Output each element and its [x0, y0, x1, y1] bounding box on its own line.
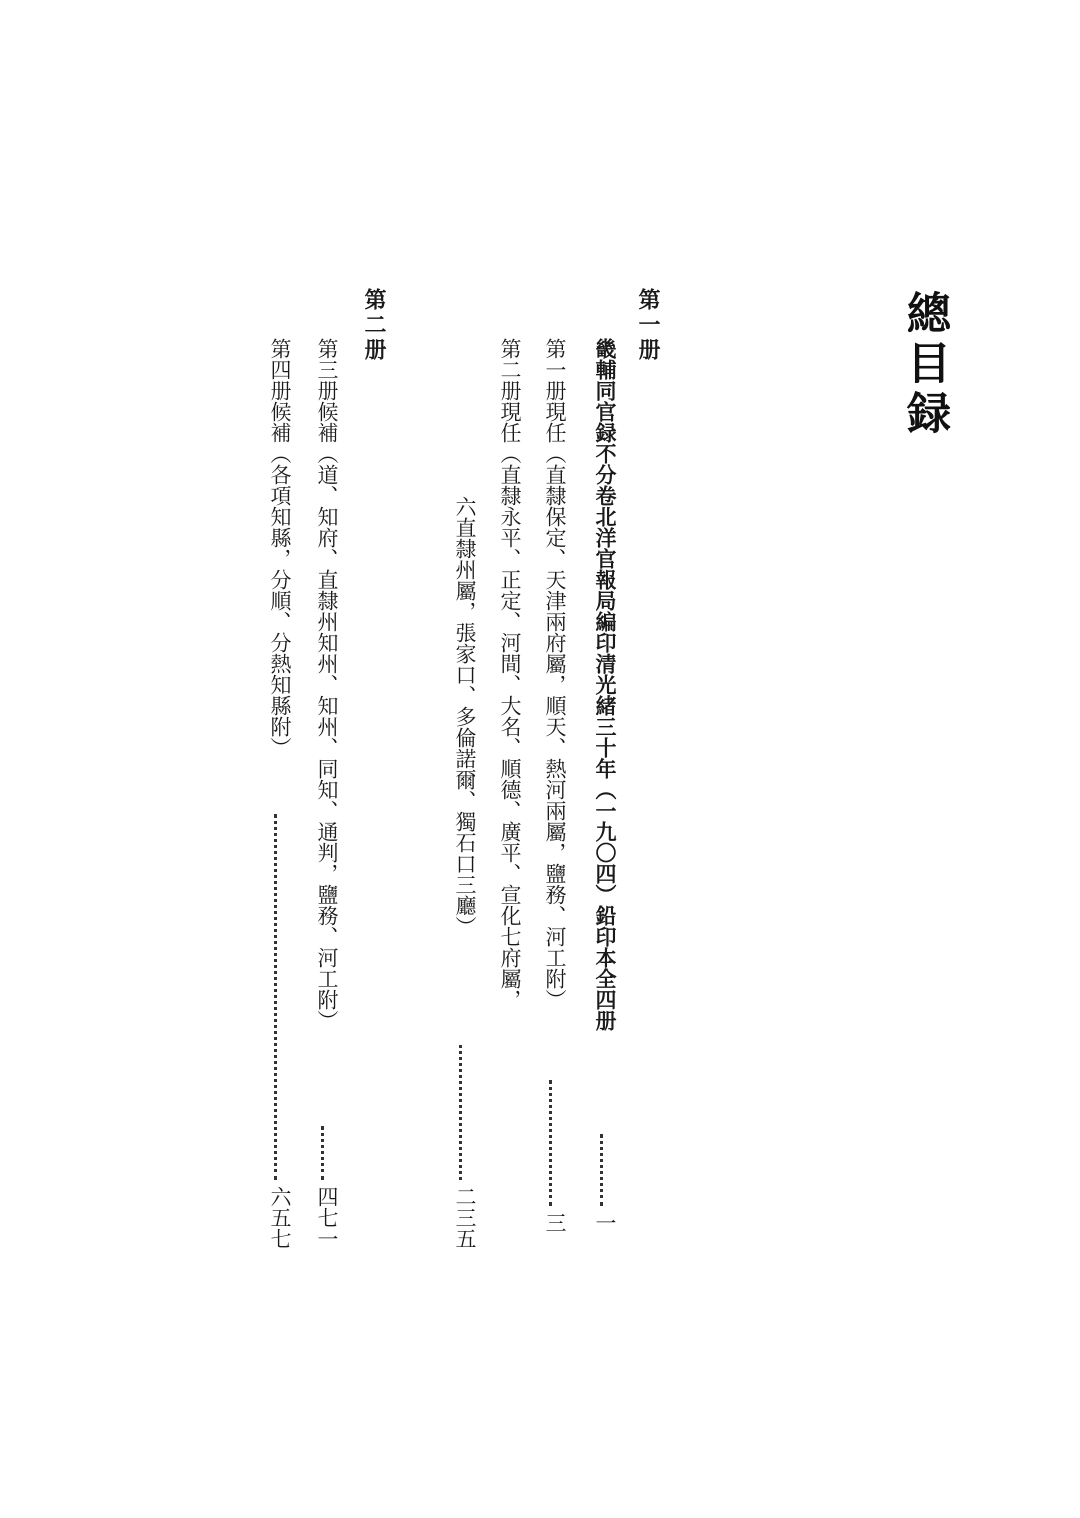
section-heading-2: 第二册 [361, 288, 386, 363]
section-heading-1: 第一册 [635, 288, 660, 363]
entry-volume: 第四册 [268, 338, 292, 401]
entry-text: 現任（直隸保定、天津兩府屬，順天、熱河兩屬，鹽務、河工附） [543, 401, 567, 1010]
toc-title: 總目録 [899, 290, 950, 440]
toc-entry [540, 338, 570, 1010]
entry-page-number: 四七一 [315, 1186, 339, 1249]
entry-text-continuation: 六直隸州屬，張家口、多倫諾爾、獨石口三廳） [453, 496, 477, 937]
toc-entry [312, 338, 342, 1031]
work-volumes: 全四册 [593, 968, 617, 1031]
entry-volume: 第三册 [315, 338, 339, 401]
entry-leader [549, 1080, 552, 1206]
entry-text: 候補（道、知府、直隸州知州、知州、同知、通判，鹽務、河工附） [315, 401, 339, 1031]
work-publisher: 北洋官報局編印 [593, 506, 617, 653]
entry-volume: 第一册 [543, 338, 567, 401]
entry-volume: 第二册 [498, 338, 522, 401]
toc-entry [265, 338, 295, 758]
entry-page-number: 二三五 [453, 1186, 477, 1249]
entry-page-number: 六五七 [268, 1186, 292, 1249]
entry-leader [274, 814, 277, 1180]
work-leader [600, 1134, 603, 1206]
entry-leader [321, 1126, 324, 1180]
work-name: 畿輔同官録不分卷 [593, 338, 617, 506]
entry-text: 候補（各項知縣，分順、分熱知縣附） [268, 401, 292, 758]
entry-page-number: 三 [543, 1212, 567, 1233]
work-edition: 清光緒三十年（一九〇四）鉛印本 [593, 653, 617, 968]
entry-text: 現任（直隸永平、正定、河間、大名、順德、廣平、宣化七府屬， [498, 401, 522, 1010]
toc-entry [495, 338, 525, 1010]
entry-leader [459, 1045, 462, 1180]
work-page-number: 一 [593, 1212, 617, 1233]
work-entry [590, 338, 620, 1031]
